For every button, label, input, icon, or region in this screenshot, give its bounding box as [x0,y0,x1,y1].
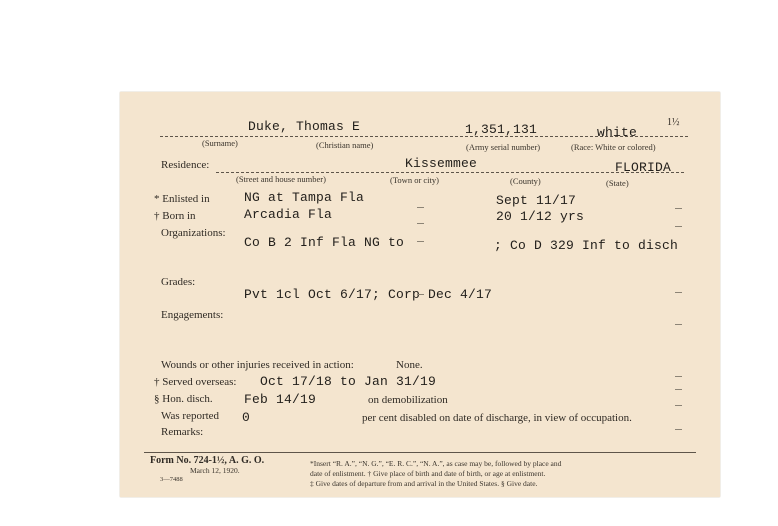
overseas-label: † Served overseas: [154,376,237,388]
caption-christian: (Christian name) [316,140,374,150]
margin-tick [675,389,682,390]
margin-tick [675,226,682,227]
margin-tick [675,429,682,430]
margin-tick [675,292,682,293]
grades-value: Pvt 1cl Oct 6/17; Corp Dec 4/17 [244,287,493,302]
enlisted-label: * Enlisted in [154,193,210,205]
margin-tick [675,405,682,406]
disability-text: per cent disabled on date of discharge, in view of occupation. [362,412,632,424]
caption-state: (State) [606,178,629,188]
remarks-label: Remarks: [161,426,204,438]
engagements-label: Engagements: [161,309,224,321]
margin-tick [675,376,682,377]
discharge-value: Feb 14/19 [244,392,317,407]
wounds-label: Wounds or other injuries received in action: [161,359,354,371]
caption-town: (Town or city) [390,175,439,185]
caption-surname: (Surname) [202,138,238,148]
margin-tick [675,208,682,209]
born-value: Arcadia Fla [244,207,333,222]
footer-rule [144,452,696,453]
born-age: 20 1/12 yrs [496,209,585,224]
organizations-label: Organizations: [161,227,226,239]
organizations-value-1: Co B 2 Inf Fla NG to [244,235,405,250]
residence-label: Residence: [161,159,210,171]
caption-street: (Street and house number) [236,174,326,184]
disability-label: Was reported [161,410,220,422]
footnote-1: *Insert “R. A.”, “N. G.”, “E. R. C.”, “N. A.”, as case may be, followed by place and [310,459,562,468]
header-line [160,136,688,137]
residence-town: Kissemmee [405,156,478,171]
form-date: March 12, 1920. [190,466,240,475]
born-label: † Born in [154,210,196,222]
residence-line [216,172,684,173]
form-size: 1½ [667,117,680,128]
overseas-value: Oct 17/18 to Jan 31/19 [260,374,437,389]
caption-race: (Race: White or colored) [571,142,656,152]
middle-tick [417,241,424,242]
middle-tick [417,294,424,295]
residence-state: FLORIDA [615,160,672,175]
enlisted-date: Sept 11/17 [496,193,577,208]
caption-county: (County) [510,176,541,186]
print-code: 3—7488 [160,476,183,483]
disability-value: 0 [242,410,251,425]
race-value: white [597,125,638,140]
organizations-value-2: ; Co D 329 Inf to disch [494,238,679,253]
discharge-label: § Hon. disch. [154,393,213,405]
caption-serial: (Army serial number) [466,142,541,152]
form-number: Form No. 724-1½, A. G. O. [150,455,265,466]
serial-number: 1,351,131 [465,122,538,137]
middle-tick [417,207,424,208]
margin-tick [675,324,682,325]
discharge-reason: on demobilization [368,394,448,406]
wounds-value: None. [396,359,423,371]
footnote-2: date of enlistment. † Give place of birth and date of birth, or age at enlistment. [310,469,546,478]
enlisted-value: NG at Tampa Fla [244,190,365,205]
footnote-3: ‡ Give dates of departure from and arrival in the United States. § Give date. [310,479,538,488]
service-record-card [120,92,720,497]
middle-tick [417,223,424,224]
grades-label: Grades: [161,276,196,288]
soldier-name: Duke, Thomas E [248,119,361,134]
